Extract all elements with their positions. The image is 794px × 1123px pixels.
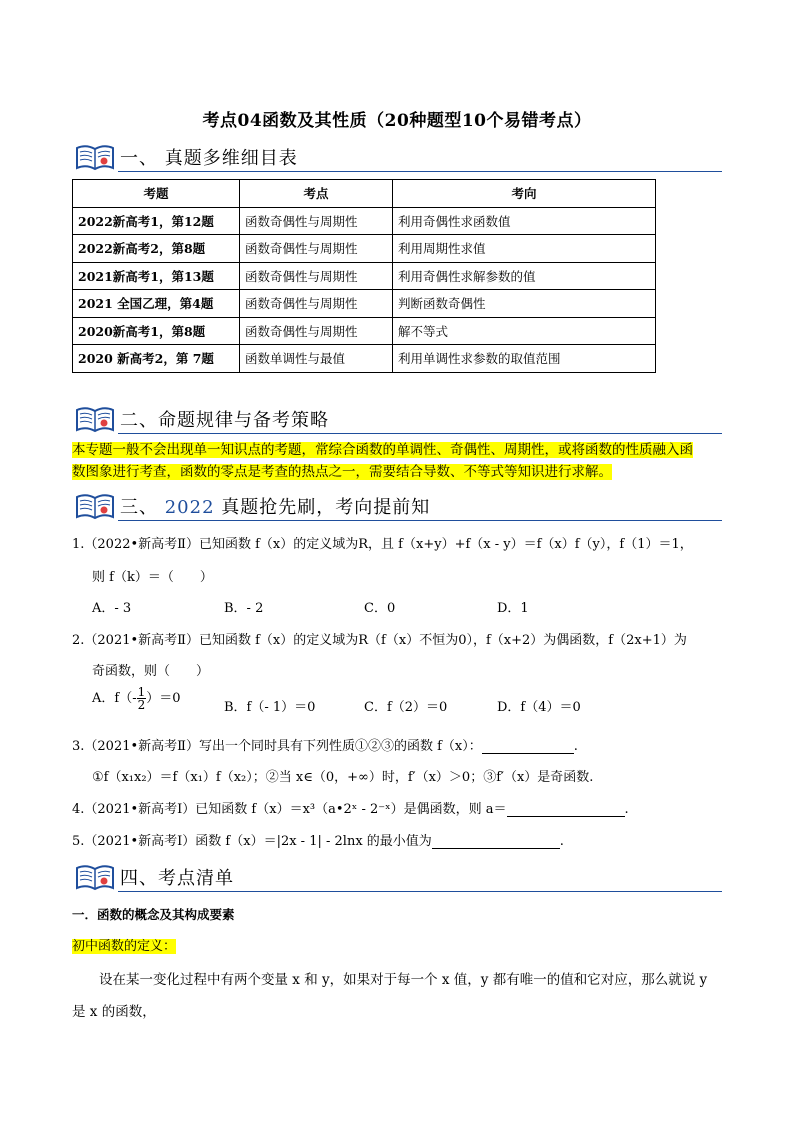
q1-option-a: A．- 3: [92, 601, 132, 616]
section-title-2: 二、命题规律与备考策略: [120, 410, 329, 431]
col-header: 考点: [240, 180, 393, 208]
q2-option-a: [92, 686, 181, 711]
section-title-1: 一、 真题多维细目表: [120, 148, 298, 169]
section-3-prefix: 三、: [120, 497, 165, 518]
table-row: [73, 345, 656, 373]
q1-option-b: B．- 2: [224, 601, 264, 616]
book-icon: [74, 491, 116, 521]
answer-blank[interactable]: [507, 802, 625, 817]
table-row: [73, 207, 656, 235]
concept-heading: 一．函数的概念及其构成要素: [72, 907, 235, 922]
q4-text: 4.（2021•新高考Ⅰ）已知函数 f（x）＝x³（a•2ˣ - 2⁻ˣ）是偶函数，则 a＝: [72, 802, 507, 817]
section-header-4: [74, 862, 722, 892]
q2-option-a-pre: A．f（-: [92, 691, 137, 706]
table-cell: 判断函数奇偶性: [393, 290, 656, 318]
concept-p2: 是 x 的函数，: [72, 1004, 156, 1020]
q3-line1: [72, 735, 578, 754]
concept-sub-text: 初中函数的定义：: [72, 939, 177, 954]
section-rule: [118, 433, 722, 434]
book-icon: [74, 142, 116, 172]
q5-line: [72, 830, 564, 849]
table-row: [73, 317, 656, 345]
q4-line: [72, 798, 629, 817]
table-cell: 利用奇偶性求函数值: [393, 207, 656, 235]
q2-line1: 2.（2021•新高考Ⅱ）已知函数 f（x）的定义域为R（f（x）不恒为0），f（x+2）为偶函数，f（2x+1）为: [72, 633, 687, 648]
table-cell: 利用奇偶性求解参数的值: [393, 262, 656, 290]
q3-end: .: [573, 739, 578, 754]
section-header-1: [74, 142, 722, 172]
table-cell: 利用周期性求值: [393, 235, 656, 263]
section-header-2: [74, 404, 722, 434]
table-cell: 2021新高考1，第13题: [73, 262, 240, 290]
q5-end: .: [559, 834, 564, 849]
q4-end: .: [624, 802, 629, 817]
table-cell: 解不等式: [393, 317, 656, 345]
section-rule: [118, 891, 722, 892]
section-title-4: 四、考点清单: [120, 868, 234, 889]
section-rule: [118, 520, 722, 521]
book-icon: [74, 404, 116, 434]
section-header-3: [74, 491, 722, 521]
answer-blank[interactable]: [432, 834, 560, 849]
fraction: [137, 686, 147, 711]
table-cell: 2022新高考1，第12题: [73, 207, 240, 235]
table-cell: 函数单调性与最值: [240, 345, 393, 373]
answer-blank[interactable]: [482, 739, 574, 754]
table-cell: 2020 新高考2，第 7题: [73, 345, 240, 373]
table-cell: 利用单调性求参数的取值范围: [393, 345, 656, 373]
table-cell: 2020新高考1，第8题: [73, 317, 240, 345]
table-cell: 2022新高考2，第8题: [73, 235, 240, 263]
section-rule: [118, 171, 722, 172]
q2-option-d: D．f（4）＝0: [497, 700, 581, 715]
q2-line2: 奇函数，则（ ）: [92, 664, 210, 679]
col-header: 考题: [73, 180, 240, 208]
q1-line1: 1.（2022•新高考Ⅱ）已知函数 f（x）的定义域为R，且 f（x+y）+f（x - y）＝f（x）f（y），f（1）＝1，: [72, 537, 693, 552]
page-title: 考点04函数及其性质（20种题型10个易错考点）: [202, 111, 592, 131]
col-header: 考向: [393, 180, 656, 208]
section-3-suffix: 真题抢先刷，考向提前知: [221, 497, 431, 518]
table-cell: 函数奇偶性与周期性: [240, 262, 393, 290]
q3-line2: ①f（x₁x₂）＝f（x₁）f（x₂）；②当 x∈（0，+∞）时，f′（x）＞0；③f′（x）是奇函数.: [92, 770, 594, 785]
fraction-den: 2: [137, 698, 146, 712]
concept-sub: [72, 935, 176, 954]
table-cell: 函数奇偶性与周期性: [240, 290, 393, 318]
q3-text: 3.（2021•新高考Ⅱ）写出一个同时具有下列性质①②③的函数 f（x）：: [72, 739, 482, 754]
table-cell: 函数奇偶性与周期性: [240, 317, 393, 345]
table-row: [73, 262, 656, 290]
exam-table: [72, 179, 656, 373]
q1-line2: 则 f（k）＝（ ）: [92, 570, 213, 585]
strategy-line-1: 本专题一般不会出现单一知识点的考题，常综合函数的单调性、奇偶性、周期性，或将函数的性质融入函: [72, 442, 693, 458]
book-icon: [74, 862, 116, 892]
table-cell: 2021 全国乙理，第4题: [73, 290, 240, 318]
section-title-3: [120, 493, 430, 519]
table-cell: 函数奇偶性与周期性: [240, 207, 393, 235]
table-row: [73, 290, 656, 318]
q1-option-d: D．1: [497, 601, 529, 616]
concept-p1: 设在某一变化过程中有两个变量 x 和 y，如果对于每一个 x 值，y 都有唯一的值和它对应，那么就说 y: [99, 972, 708, 988]
q2-option-a-post: ）＝0: [146, 691, 181, 706]
section-3-year: 2022: [164, 497, 215, 518]
strategy-line-2: 数图象进行考查，函数的零点是考查的热点之一，需要结合导数、不等式等知识进行求解。: [72, 464, 612, 480]
q5-text: 5.（2021•新高考Ⅰ）函数 f（x）＝|2x - 1| - 2lnx 的最小值为: [72, 834, 432, 849]
strategy-paragraph: [72, 439, 722, 483]
table-row: [73, 235, 656, 263]
q2-option-b: B．f（- 1）＝0: [224, 700, 316, 715]
table-cell: 函数奇偶性与周期性: [240, 235, 393, 263]
fraction-num: 1: [137, 685, 146, 699]
q1-option-c: C．0: [364, 601, 396, 616]
q2-option-c: C．f（2）＝0: [364, 700, 448, 715]
table-header-row: [73, 180, 656, 208]
